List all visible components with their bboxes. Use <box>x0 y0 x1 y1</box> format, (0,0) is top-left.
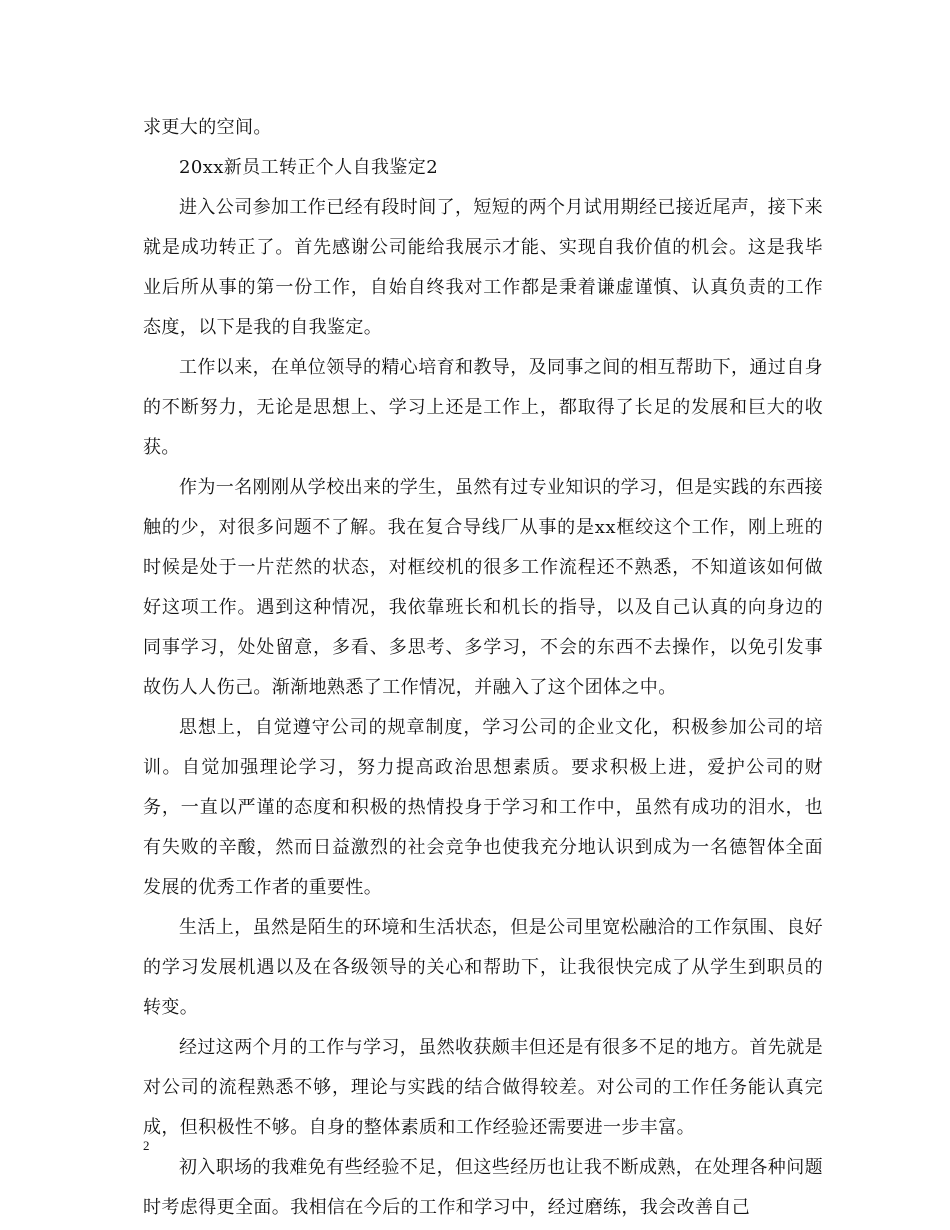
paragraph-continuation: 求更大的空间。 <box>143 117 272 138</box>
document-body <box>143 108 823 1228</box>
section-title: 20xx新员工转正个人自我鉴定2 <box>179 157 439 178</box>
paragraph: 工作以来，在单位领导的精心培育和教导，及同事之间的相互帮助下，通过自身的不断努力，无论是思想上、学习上还是工作上，都取得了长足的发展和巨大的收获。 <box>143 357 823 458</box>
page-number: 2 <box>143 1138 150 1153</box>
paragraph: 经过这两个月的工作与学习，虽然收获颇丰但还是有很多不足的地方。首先就是对公司的流程熟悉不够，理论与实践的结合做得较差。对公司的工作任务能认真完成，但积极性不够。自身的整体素质和工作经验还需要进一步丰富。 <box>143 1037 823 1138</box>
paragraph: 思想上，自觉遵守公司的规章制度，学习公司的企业文化，积极参加公司的培训。自觉加强理论学习，努力提高政治思想素质。要求积极上进，爱护公司的财务，一直以严谨的态度和积极的热情投身于学习和工作中，虽然有成功的泪水，也有失败的辛酸，然而日益激烈的社会竞争也使我充分地认识到成为一名德智体全面发展的优秀工作者的重要性。 <box>143 717 823 898</box>
paragraph: 进入公司参加工作已经有段时间了，短短的两个月试用期经已接近尾声，接下来就是成功转正了。首先感谢公司能给我展示才能、实现自我价值的机会。这是我毕业后所从事的第一份工作，自始自终我对工作都是秉着谦虚谨慎、认真负责的工作态度，以下是我的自我鉴定。 <box>143 197 823 338</box>
paragraph: 初入职场的我难免有些经验不足，但这些经历也让我不断成熟，在处理各种问题时考虑得更全面。我相信在今后的工作和学习中，经过磨练，我会改善自己 <box>143 1157 823 1218</box>
paragraph: 生活上，虽然是陌生的环境和生活状态，但是公司里宽松融洽的工作氛围、良好的学习发展机遇以及在各级领导的关心和帮助下，让我很快完成了从学生到职员的转变。 <box>143 917 823 1018</box>
paragraph: 作为一名刚刚从学校出来的学生，虽然有过专业知识的学习，但是实践的东西接触的少，对很多问题不了解。我在复合导线厂从事的是xx框绞这个工作，刚上班的时候是处于一片茫然的状态，对框绞机的很多工作流程还不熟悉，不知道该如何做好这项工作。遇到这种情况，我依靠班长和机长的指导，以及自己认真的向身边的同事学习，处处留意，多看、多思考、多学习，不会的东西不去操作，以免引发事故伤人人伤己。渐渐地熟悉了工作情况，并融入了这个团体之中。 <box>143 477 823 698</box>
